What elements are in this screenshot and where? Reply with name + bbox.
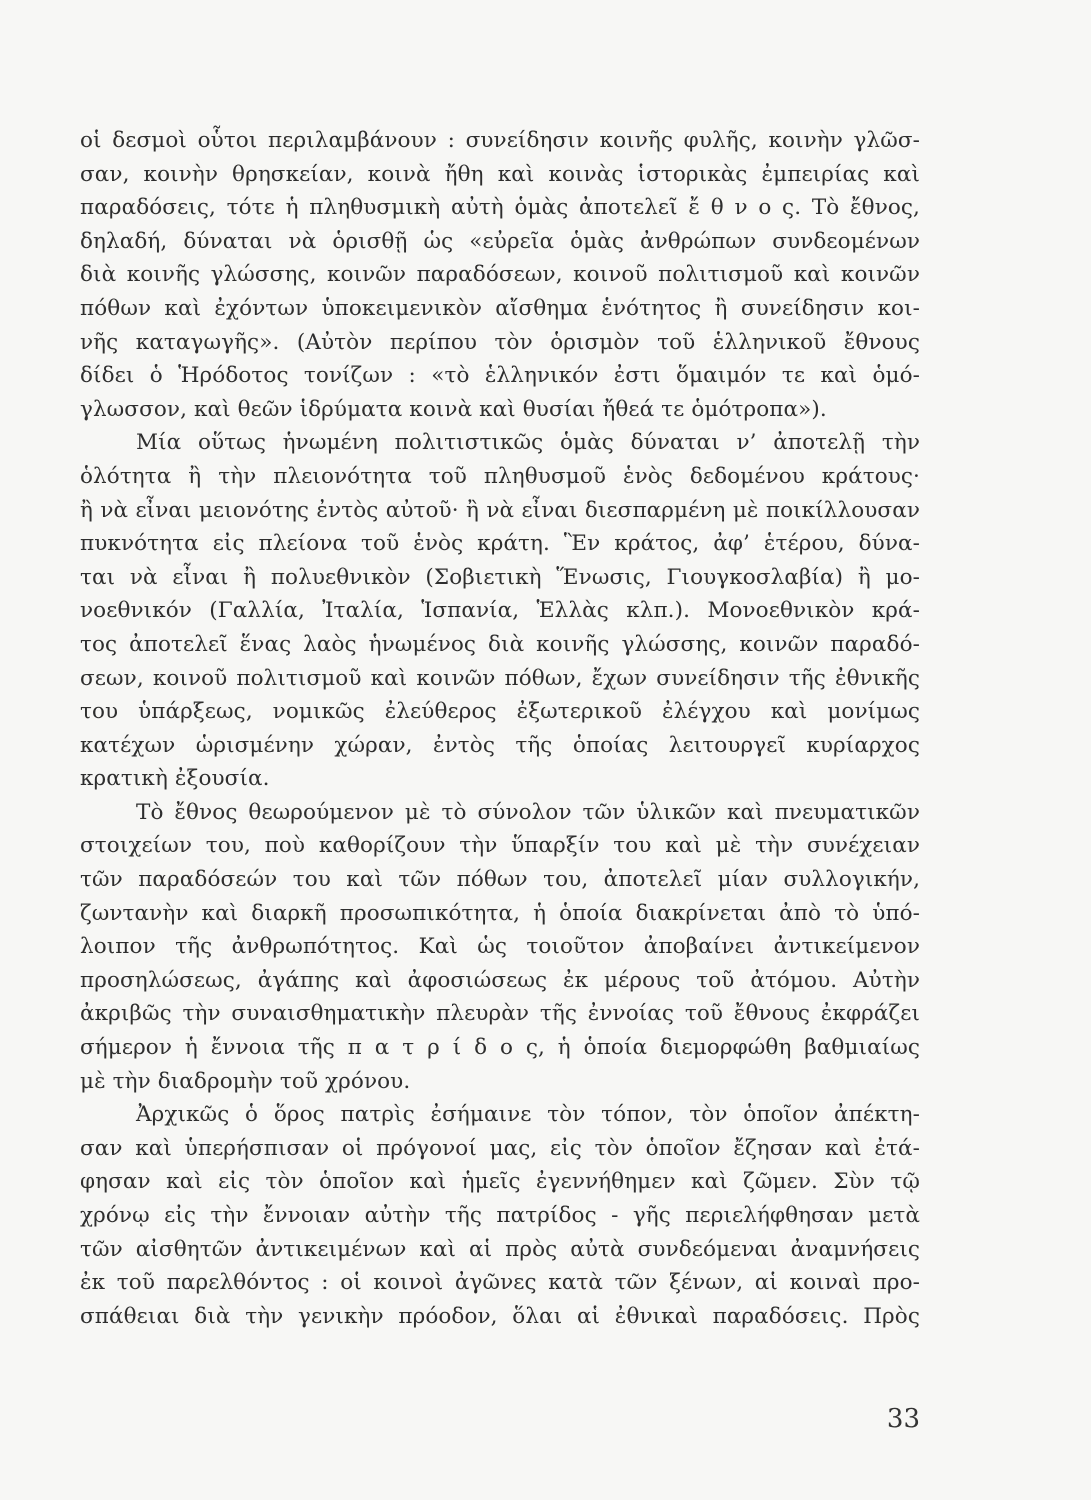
text-line: του ὑπάρξεως, νομικῶς ἐλεύθερος ἐξωτερικοῦ ἐλέγχου καὶ μονίμως	[80, 699, 920, 725]
text-line: σήμερον ἡ ἔννοια τῆς π α τ ρ ί δ ο ς, ἡ ὁποία διεμορφώθη βαθμιαίως	[80, 1035, 920, 1061]
text-line: κρατικὴ ἐξουσία.	[80, 766, 270, 792]
text-line: νοεθνικόν (Γαλλία, Ἰταλία, Ἱσπανία, Ἑλλὰς κλπ.). Μονοεθνικὸν κρά-	[80, 598, 920, 624]
text-line: λοιπον τῆς ἀνθρωπότητος. Καὶ ὡς τοιοῦτον ἀποβαίνει ἀντικείμενον	[80, 934, 920, 960]
text-line: πυκνότητα εἰς πλείονα τοῦ ἑνὸς κράτη. Ἓν κράτος, ἀφ’ ἑτέρου, δύνα-	[80, 531, 920, 557]
text-line: ἀκριβῶς τὴν συναισθηματικὴν πλευρὰν τῆς ἐννοίας τοῦ ἔθνους ἐκφράζει	[80, 1001, 920, 1027]
text-line: διὰ κοινῆς γλώσσης, κοινῶν παραδόσεων, κοινοῦ πολιτισμοῦ καὶ κοινῶν	[80, 262, 920, 288]
text-line: ται νὰ εἶναι ἢ πολυεθνικὸν (Σοβιετικὴ Ἕνωσις, Γιουγκοσλαβία) ἢ μο-	[80, 564, 920, 590]
text-line: ζωντανὴν καὶ διαρκῆ προσωπικότητα, ἡ ὁποία διακρίνεται ἀπὸ τὸ ὑπό-	[80, 900, 920, 926]
text-line: προσηλώσεως, ἀγάπης καὶ ἀφοσιώσεως ἐκ μέρους τοῦ ἀτόμου. Αὐτὴν	[80, 967, 920, 993]
text-line: γλωσσον, καὶ θεῶν ἱδρύματα κοινὰ καὶ θυσίαι ἤθεά τε ὁμότροπα»).	[80, 396, 827, 422]
text-line: πόθων καὶ ἐχόντων ὑποκειμενικὸν αἴσθημα ἑνότητος ἢ συνείδησιν κοι-	[80, 295, 920, 321]
text-line: νῆς καταγωγῆς». (Αὐτὸν περίπου τὸν ὁρισμὸν τοῦ ἑλληνικοῦ ἔθνους	[80, 329, 920, 355]
text-line: δηλαδή, δύναται νὰ ὁρισθῇ ὡς «εὐρεῖα ὁμὰς ἀνθρώπων συνδεομένων	[80, 228, 920, 254]
text-line: τος ἀποτελεῖ ἕνας λαὸς ἡνωμένος διὰ κοινῆς γλώσσης, κοινῶν παραδό-	[80, 631, 920, 657]
text-line: χρόνῳ εἰς τὴν ἔννοιαν αὐτὴν τῆς πατρίδος - γῆς περιελήφθησαν μετὰ	[80, 1203, 920, 1228]
text-line: οἱ δεσμοὶ οὗτοι περιλαμβάνουν : συνείδησιν κοινῆς φυλῆς, κοινὴν γλῶσ-	[80, 128, 920, 153]
text-line: σεων, κοινοῦ πολιτισμοῦ καὶ κοινῶν πόθων, ἔχων συνείδησιν τῆς ἐθνικῆς	[80, 665, 920, 691]
text-line: τῶν αἰσθητῶν ἀντικειμένων καὶ αἱ πρὸς αὐτὰ συνδεόμεναι ἀναμνήσεις	[80, 1236, 920, 1262]
body-text	[80, 124, 920, 1333]
text-line: σπάθειαι διὰ τὴν γενικὴν πρόοδον, ὅλαι αἱ ἐθνικαὶ παραδόσεις. Πρὸς	[80, 1303, 920, 1329]
text-line: φησαν καὶ εἰς τὸν ὁποῖον καὶ ἡμεῖς ἐγεννήθημεν καὶ ζῶμεν. Σὺν τῷ	[80, 1169, 920, 1195]
text-line: δίδει ὁ Ἡρόδοτος τονίζων : «τὸ ἑλληνικόν ἐστι ὅμαιμόν τε καὶ ὁμό-	[80, 363, 920, 389]
paragraph-start: Μία οὕτως ἡνωμένη πολιτιστικῶς ὁμὰς δύναται ν’ ἀποτελῇ τὴν	[136, 430, 920, 456]
text-line: παραδόσεις, τότε ἡ πληθυσμικὴ αὐτὴ ὁμὰς ἀποτελεῖ ἔ θ ν ο ς. Τὸ ἔθνος,	[80, 195, 920, 221]
paragraph-start: Ἀρχικῶς ὁ ὅρος πατρὶς ἐσήμαινε τὸν τόπον, τὸν ὁποῖον ἀπέκτη-	[136, 1102, 920, 1128]
paragraph-start: Τὸ ἔθνος θεωρούμενον μὲ τὸ σύνολον τῶν ὑλικῶν καὶ πνευματικῶν	[136, 799, 920, 825]
text-line: σαν καὶ ὑπερήσπισαν οἱ πρόγονοί μας, εἰς τὸν ὁποῖον ἔζησαν καὶ ἐτά-	[80, 1135, 920, 1161]
text-line: κατέχων ὡρισμένην χώραν, ἐντὸς τῆς ὁποίας λειτουργεῖ κυρίαρχος	[80, 732, 920, 758]
text-line: σαν, κοινὴν θρησκείαν, κοινὰ ἤθη καὶ κοινὰς ἱστορικὰς ἐμπειρίας καὶ	[80, 161, 920, 187]
text-line: ὁλότητα ἢ τὴν πλειονότητα τοῦ πληθυσμοῦ ἑνὸς δεδομένου κράτους·	[80, 463, 920, 489]
text-line: μὲ τὴν διαδρομὴν τοῦ χρόνου.	[80, 1068, 411, 1094]
text-line: ἐκ τοῦ παρελθόντος : οἱ κοινοὶ ἀγῶνες κατὰ τῶν ξένων, αἱ κοιναὶ προ-	[80, 1270, 920, 1296]
page-number: 33	[886, 1404, 920, 1434]
text-line: στοιχείων του, ποὺ καθορίζουν τὴν ὕπαρξίν του καὶ μὲ τὴν συνέχειαν	[80, 833, 920, 859]
text-line: ἢ νὰ εἶναι μειονότης ἐντὸς αὐτοῦ· ἢ νὰ εἶναι διεσπαρμένη μὲ ποικίλλουσαν	[80, 497, 920, 523]
text-line: τῶν παραδόσεών του καὶ τῶν πόθων του, ἀποτελεῖ μίαν συλλογικήν,	[80, 867, 920, 893]
